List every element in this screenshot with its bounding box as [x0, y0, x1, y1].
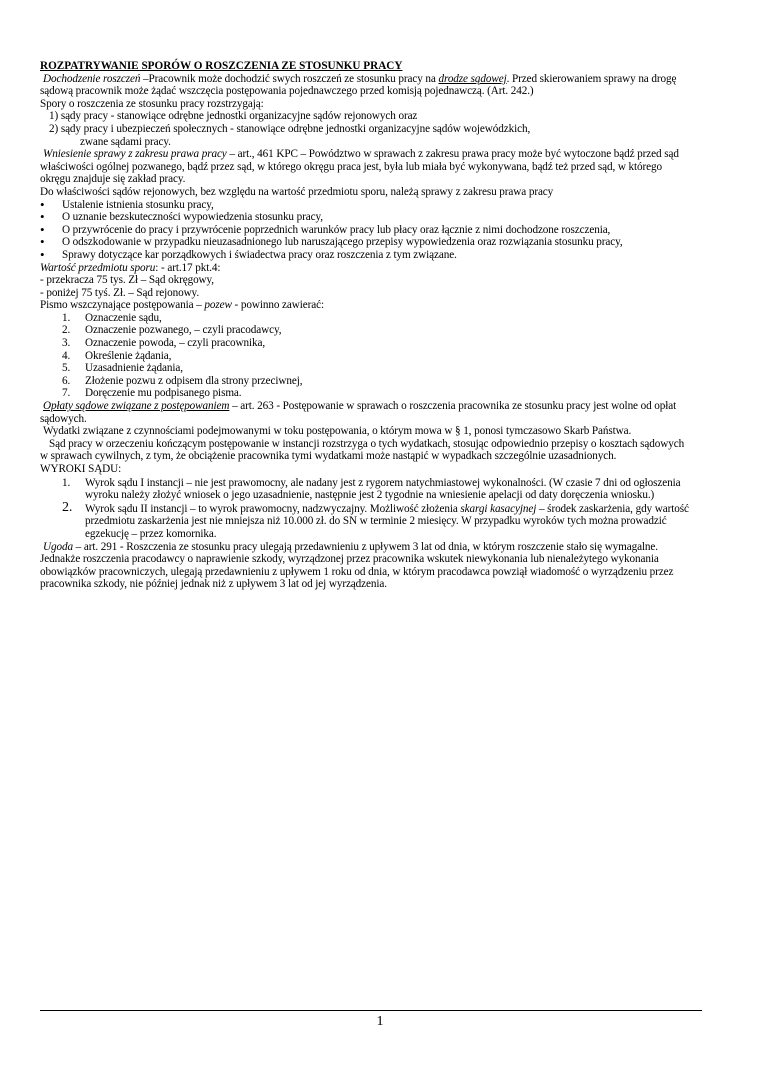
list-item: • Ustalenie istnienia stosunku pracy, [40, 196, 214, 212]
term-pozew: pozew [204, 299, 232, 312]
paragraph-district-courts: Do właściwości sądów rejonowych, bez względu na wartość przedmiotu sporu, należą sprawy z zakresu prawa pracy [40, 185, 554, 198]
list-item: 4. Określenie żądania, [62, 349, 172, 362]
list-item: • Sprawy dotyczące kar porządkowych i świadectwa pracy oraz roszczenia z tym związane. [40, 246, 457, 262]
paragraph-expenses-line3: w sprawach cywilnych, z tym, że obciążenie pracownika tymi wydatkami może nastąpić w wypadkach szczególnie uzasadnionych. [40, 450, 617, 463]
paragraph-claims: Dochodzenie roszczeń –Pracownik może dochodzić swych roszczeń ze stosunku pracy na drodze sądowej. Przed skierowaniem sprawy na drogę [43, 72, 677, 85]
paragraph-settlement-line3: obowiązków pracowniczych, ulegają przedawnieniu z upływem 1 roku od dnia, w którym pracodawca powziął wiadomość o wyrządzeniu przez [40, 565, 674, 578]
link-court-route: drodze sądowej [438, 72, 507, 85]
paragraph-fees: Opłaty sądowe związane z postępowaniem – art. 263 - Postępowanie w sprawach o roszczenia pracownika ze stosunku pracy jest wolne od opłat [43, 400, 677, 413]
paragraph-settlement-line2: Jednakże roszczenia pracodawcy o naprawienie szkody, wyrządzonej przez pracownika wskutek niewykonania lub nienależytego wykonania [40, 553, 659, 566]
bullet-icon: • [40, 246, 45, 262]
footer-divider [40, 1010, 702, 1011]
list-item: 2. Oznaczenie pozwanego, – czyli pracodawcy, [62, 324, 282, 337]
document-title: ROZPATRYWANIE SPORÓW O ROSZCZENIA ZE STOSUNKU PRACY [40, 60, 403, 72]
verdicts-heading: WYROKI SĄDU: [40, 463, 122, 475]
pozew-list [40, 312, 722, 400]
paragraph-expenses: Wydatki związane z czynnościami podejmowanymi w toku postępowania, o którym mowa w § 1, ponosi tymczasowo Skarb Państwa. [43, 425, 632, 438]
list-item: 1. Oznaczenie sądu, [62, 311, 162, 324]
paragraph-claims-cont: sądową pracownik może żądać wszczęcia postępowania pojednawczego przed komisją pojednawczą. (Art. 242.) [40, 85, 534, 98]
list-item: 3. Oznaczenie powoda, – czyli pracownika, [62, 337, 266, 350]
paragraph-fees-line2: sądowych. [40, 412, 87, 425]
list-item: 1. Wyrok sądu I instancji – nie jest prawomocny, ale nadany jest z rygorem natychmiastowej wykonalności. (W czasie 7 dni od ogłoszenia wyroku należy złożyć wniosek o jego uzasadnienie, następnie jest 2 tygodnie na wniesienie apelacji od daty doręczenia wniosku.) [62, 476, 681, 502]
term-filing: Wniesienie sprawy z zakresu prawa pracy [43, 148, 227, 161]
verdicts-list [40, 477, 722, 541]
courts-item-1: 1) sądy pracy - stanowiące odrębne jednostki organizacyjne sądów rejonowych oraz [49, 110, 418, 123]
bullet-icon: • [40, 209, 45, 225]
list-item: 5. Uzasadnienie żądania, [62, 362, 183, 375]
list-item: • O odszkodowanie w przypadku nieuzasadnionego lub naruszającego przepisy wypowiedzenia oraz rozwiązania stosunku pracy, [40, 234, 623, 250]
list-item: 2. Wyrok sądu II instancji – to wyrok prawomocny, nadzwyczajny. Możliwość złożenia skargi kasacyjnej – środek zaskarżenia, gdy wartość przedmiotu zaskarżenia jest nie mniejsza niż 10.000 zł. do SN w terminie 2 miesięcy. W przypadku wyroków tych można prowadzić egzekucję – przez komornika. [62, 499, 689, 540]
bullet-icon: • [40, 196, 45, 212]
term-cassation: skargi kasacyjnej [460, 502, 537, 515]
value-line-regional: - przekracza 75 tys. Zł – Sąd okręgowy, [40, 274, 215, 287]
paragraph-settlement-line4: pracownika szkody, nie później jednak niż z upływem 3 lat od jej wyrządzenia. [40, 578, 387, 591]
value-line-district: - poniżej 75 tyś. Zł. – Sąd rejonowy. [40, 286, 200, 299]
paragraph-expenses-line2: Sąd pracy w orzeczeniu kończącym postępowanie w instancji rozstrzyga o tych wydatkach, stosując odpowiednio przepisy o kosztach sądowych [49, 437, 685, 450]
paragraph-settlement: Ugoda – art. 291 - Roszczenia ze stosunku pracy ulegają przedawnieniu z upływem 3 lat od dnia, w którym roszczenie stało się wymagalne. [43, 540, 658, 553]
page-number: 1 [376, 1014, 384, 1029]
paragraph-filing-line3: okręgu znajduje się zakład pracy. [40, 173, 186, 186]
term-fees: Opłaty sądowe związane z postępowaniem [43, 400, 230, 413]
bullet-list [40, 196, 722, 262]
paragraph-filing: Wniesienie sprawy z zakresu prawa pracy – art., 461 KPC – Powództwo w sprawach z zakresu prawa pracy może być wytoczone bądź przed sąd [43, 148, 679, 161]
courts-intro: Spory o roszczenia ze stosunku pracy rozstrzygają: [40, 97, 264, 110]
list-item: • O uznanie bezskuteczności wypowiedzenia stosunku pracy, [40, 209, 323, 225]
paragraph-filing-line2: właściwości ogólnej pozwanego, bądź przez sąd, w którego okręgu praca jest, była lub miała być wykonywana, bądź też przed sąd, w którego [40, 160, 663, 173]
courts-item-2-cont: zwane sądami pracy. [80, 135, 171, 148]
term-value: Wartość przedmiotu sporu [40, 261, 156, 274]
courts-item-2: 2) sądy pracy i ubezpieczeń społecznych - stanowiące odrębne jednostki organizacyjne sądów wojewódzkich, [49, 122, 531, 135]
term-settlement: Ugoda [43, 540, 73, 553]
term-claims: Dochodzenie roszczeń [43, 72, 141, 85]
bullet-icon: • [40, 221, 45, 237]
list-item: 6. Złożenie pozwu z odpisem dla strony przeciwnej, [62, 374, 303, 387]
list-item: • O przywrócenie do pracy i przywrócenie poprzednich warunków pracy lub płacy oraz łącznie z nimi dochodzone roszczenia, [40, 221, 611, 237]
bullet-icon: • [40, 234, 45, 250]
list-item: 7. Doręczenie mu podpisanego pisma. [62, 387, 242, 400]
document-body [40, 60, 722, 591]
paragraph-pozew: Pismo wszczynające postępowania – pozew - powinno zawierać: [40, 299, 324, 312]
paragraph-value: Wartość przedmiotu sporu: - art.17 pkt.4: [40, 261, 221, 274]
